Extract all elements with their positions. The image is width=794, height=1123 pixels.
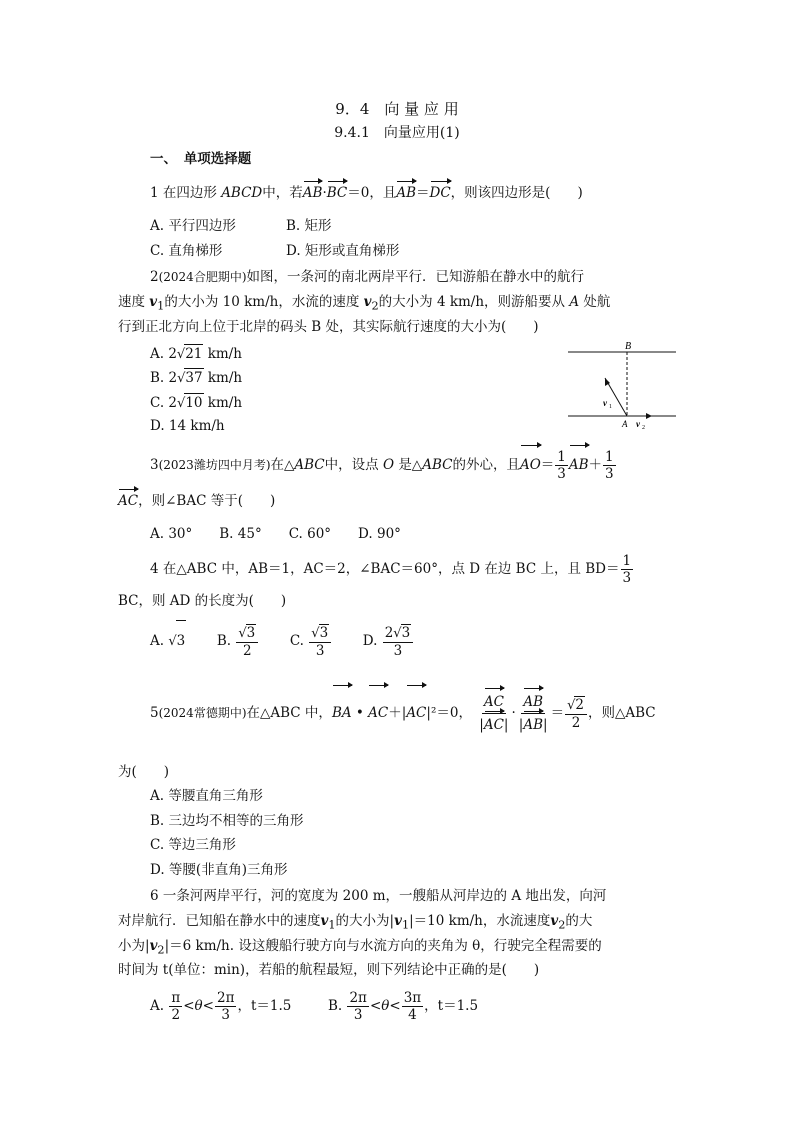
- page-subtitle: 9.4.1 向量应用(1): [334, 125, 460, 141]
- q5-option-a: A. 等腰直角三角形: [150, 788, 263, 804]
- radicand: 10: [185, 395, 203, 411]
- q4-option-a: A.: [150, 633, 165, 649]
- q2-opt-text: A. 2: [150, 346, 177, 362]
- q2-opt-text: B. 2: [150, 370, 178, 386]
- label-b: B: [625, 341, 632, 352]
- vector-ac: AC: [118, 493, 139, 509]
- question-2-line3: 行到正北方向上位于北岸的码头 B 处，其实际航行速度的大小为( ): [118, 319, 539, 335]
- radicand: 21: [185, 346, 203, 362]
- q2-option-a: [150, 344, 242, 364]
- q5-text: ，则△ABC: [587, 705, 656, 721]
- fraction-sqrt3-over-3: $\frac{√3}{3}$: [309, 624, 331, 659]
- question-number: 1: [150, 185, 159, 201]
- sqrt-icon: √: [177, 396, 186, 411]
- question-number: 6: [150, 888, 159, 904]
- label-v2: v: [636, 419, 640, 429]
- v1-symbol: v: [149, 294, 158, 310]
- question-2-line1: [150, 268, 584, 286]
- q5-option-d: D. 等腰(非直角)三角形: [150, 862, 288, 878]
- question-source: (2023潍坊四中月考): [158, 458, 271, 472]
- question-number: 3: [150, 457, 159, 473]
- vector-ac: AC: [368, 688, 388, 738]
- question-number: 2: [150, 269, 159, 285]
- q1-text: 在四边形: [162, 185, 217, 201]
- fraction-one-third: $\frac{1}{3}$: [622, 553, 632, 586]
- sqrt-icon: √: [168, 634, 177, 649]
- fraction-2sqrt3-over-3: $\frac{2√3}{3}$: [383, 624, 413, 659]
- vector-ba: BA: [332, 688, 352, 738]
- q3-text: 中，设点: [324, 457, 379, 473]
- vector-bc: BC: [326, 185, 348, 201]
- q3-text: 在△: [270, 457, 295, 473]
- unit-vector-ac: $\frac{AC}{|AC|}$: [477, 691, 510, 736]
- fraction-sqrt3-over-2: $\frac{√3}{2}$: [236, 624, 258, 659]
- q5-text: ＝0，: [436, 705, 472, 721]
- question-3-line2: [118, 492, 275, 510]
- q2-option-c: [150, 393, 242, 413]
- sqrt-icon: √: [176, 347, 186, 362]
- q4-option-d: D.: [362, 633, 378, 649]
- question-6-line1: [150, 887, 606, 905]
- q6-text: 对岸航行．已知船在静水中的速度: [118, 913, 321, 929]
- q3-text: ，则∠BAC 等于( ): [138, 493, 276, 509]
- q3-text: 是△: [398, 457, 423, 473]
- v2-symbol: v: [363, 294, 372, 310]
- question-2-line2: 速度 $v_1$的大小为 10 km/h，水流的速度 $v_2$的大小为 4 km/h，则游船要从 A 处航: [118, 294, 611, 313]
- q2-text: 处航: [583, 294, 611, 310]
- q1-text: ，则该四边形是( ): [450, 185, 583, 201]
- q6-opt-text: ，t＝1.5: [237, 998, 292, 1014]
- q6-text: 一条河两岸平行，河的宽度为 200 m，一艘船从河岸边的 A 地出发，向河: [162, 888, 607, 904]
- q5-option-b: B. 三边均不相等的三角形: [150, 813, 304, 829]
- q5-option-c: C. 等边三角形: [150, 837, 236, 853]
- section-heading: 一、 单项选择题: [150, 151, 252, 167]
- question-4-line2: BC，则 AD 的长度为( ): [118, 593, 287, 609]
- question-source: (2024常德期中): [158, 706, 247, 720]
- q6-text: |＝6 km/h. 设这艘船行驶方向与水流方向的夹角为 θ，行驶完全程需要的: [164, 938, 602, 954]
- label-v1-sub: 1: [609, 404, 612, 410]
- q1-option-b: B. 矩形: [286, 218, 332, 234]
- label-v1: v: [603, 398, 607, 408]
- q1-text: ＝0，且: [347, 185, 397, 201]
- q1-quad: ABCD: [221, 185, 263, 201]
- river-figure: [566, 340, 678, 432]
- radicand: 37: [185, 370, 203, 386]
- vector-ac: AC: [406, 688, 426, 738]
- question-source: (2024合肥期中): [158, 270, 247, 284]
- q1-option-d: D. 矩形或直角梯形: [286, 243, 400, 259]
- unit: km/h: [203, 395, 243, 411]
- fraction-sqrt2-over-2: $\frac{√2}{2}$: [565, 696, 587, 731]
- q5-text: 在△ABC 中，: [246, 705, 332, 721]
- question-number: 4: [150, 561, 159, 577]
- unit-vector-ab: $\frac{AB}{|AB|}$: [517, 691, 550, 736]
- question-4-line1: [150, 552, 634, 586]
- q6-text: 的大小为|: [335, 913, 395, 929]
- q4-options: [150, 620, 414, 662]
- question-1-stem: 1 在四边形 ABCD中，若AB·BC＝0，且AB＝DC，则该四边形是( ): [150, 185, 583, 201]
- q2-text: 速度: [118, 294, 145, 310]
- q6-text: |＝10 km/h，水流速度: [409, 913, 551, 929]
- q2-text: 的大小为 4 km/h，则游船要从: [378, 294, 566, 310]
- q6-options: [150, 986, 478, 1026]
- fraction-one-third: $\frac{1}{3}$: [557, 449, 566, 482]
- question-5-line2: 为( ): [118, 764, 170, 780]
- fraction-one-third: $\frac{1}{3}$: [605, 449, 614, 482]
- q2-text: 的大小为 10 km/h，水流的速度: [164, 294, 360, 310]
- label-v2-sub: 2: [642, 425, 645, 431]
- question-6-line4: 时间为 t(单位：min)，若船的航程最短，则下列结论中正确的是( ): [118, 962, 540, 978]
- q6-text: 的大: [565, 913, 593, 929]
- unit: km/h: [203, 346, 242, 362]
- vector-dc: DC: [429, 185, 451, 201]
- q1-option-c: C. 直角梯形: [150, 243, 223, 259]
- q6-opt-text: ，t＝1.5: [424, 998, 479, 1014]
- radicand: 3: [176, 620, 187, 661]
- question-number: 5: [150, 705, 159, 721]
- q6-option-b: B. $\frac{2\pi}{3}$ <θ< $\frac{3\pi}{4}$: [327, 990, 422, 1023]
- vector-ab: AB: [569, 448, 589, 482]
- question-6-line3: 小为$|v_2|=6$ km/h. 设这艘船行驶方向与水流方向的夹角为 θ，行驶完全程需要的: [118, 938, 602, 957]
- q4-option-c: C.: [289, 633, 304, 649]
- q1-option-a: A. 平行四边形: [150, 218, 236, 234]
- label-a: A: [622, 419, 628, 429]
- page-title: 9．4 向 量 应 用: [335, 100, 459, 118]
- q2-option-b: [150, 368, 242, 388]
- q3-text: 的外心，且: [452, 457, 520, 473]
- q4-option-b: B.: [216, 633, 232, 649]
- vector-ao: AO: [520, 448, 541, 482]
- v2-arrowhead: [646, 413, 652, 419]
- q6-option-a: A. $\frac{\pi}{2}$ <θ< $\frac{2\pi}{3}$: [150, 990, 235, 1023]
- vector-ab: AB: [396, 185, 417, 201]
- q2-text: 如图，一条河的南北两岸平行．已知游船在静水中的航行: [246, 269, 584, 285]
- vector-ab: AB: [302, 185, 323, 201]
- q4-text: 在△ABC 中，AB＝1，AC＝2，∠BAC＝60°，点 D 在边 BC 上，且 BD＝: [162, 561, 620, 577]
- q2-option-d: D. 14 km/h: [150, 418, 225, 434]
- unit: km/h: [203, 370, 243, 386]
- question-5-line1: 5(2024常德期中)在△ABC 中，BA • AC＋|AC|²＝0， $\frac{AC}{|AC|}$ · $\frac{AB}{|AB|}$ ＝ $\frac{√2}{2}$ ，则△ABC: [150, 688, 656, 738]
- q1-text: 中，若: [262, 185, 303, 201]
- q3-options: A. 30° B. 45° C. 60° D. 90°: [150, 526, 401, 542]
- question-3-line1: 3(2023潍坊四中月考)在△ABC中，设点 O 是△ABC的外心，且AO＝ $\frac{1}{3}$ AB＋ $\frac{1}{3}$: [150, 449, 614, 482]
- sqrt-icon: √: [177, 371, 186, 386]
- q6-text: 小为|: [118, 938, 150, 954]
- q2-opt-text: C. 2: [150, 395, 178, 411]
- question-6-line2: 对岸航行．已知船在静水中的速度$v_1$的大小为$|v_1|=10$ km/h，水流速度$v_2$的大: [118, 913, 593, 932]
